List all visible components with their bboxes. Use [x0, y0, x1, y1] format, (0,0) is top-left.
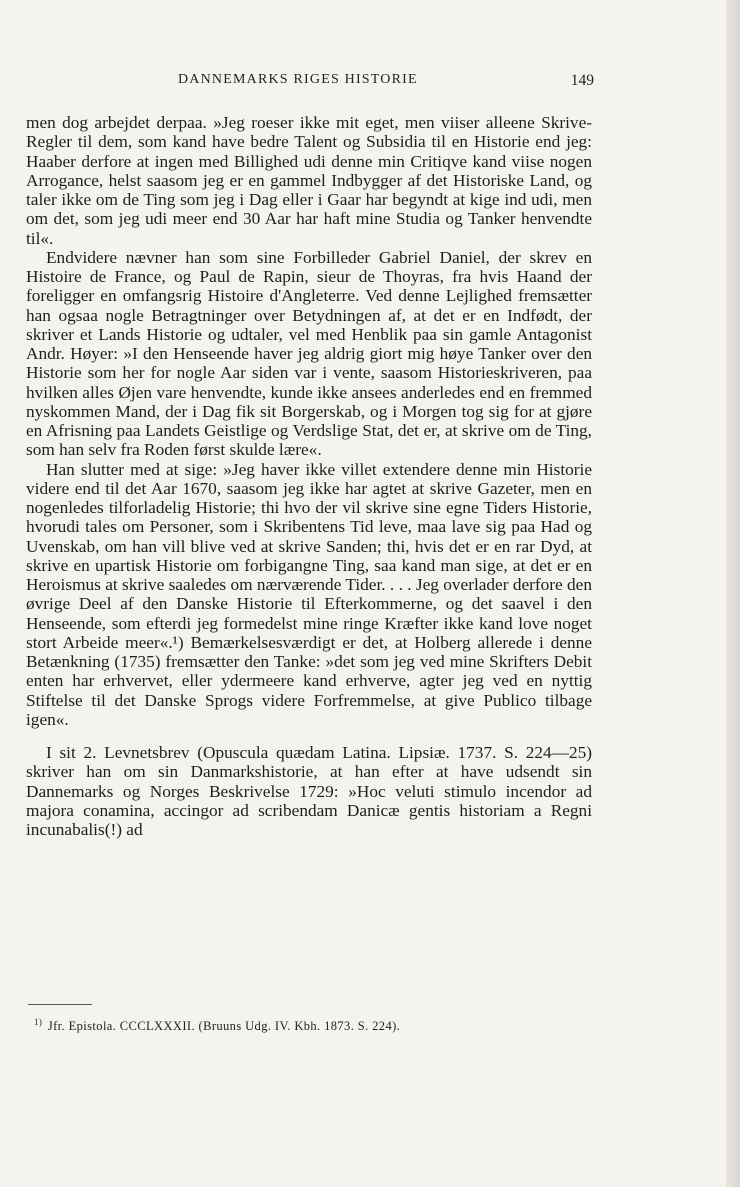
body-text	[26, 113, 592, 839]
paragraph-1: men dog arbejdet derpaa. »Jeg roeser ikke mit eget, men viiser alleene Skrive-Regler til dem, som kand have bedre Talent og Subsidia til en Historie end jeg: Haaber derfore at ingen med Billighed udi denne min Critiqve kand viise nogen Arrogance, helst saasom jeg er en gammel Indbygger af det Historiske Land, og taler ikke om de Ting som jeg i Dag eller i Gaar har begyndt at kige ind udi, men om det, som jeg udi meer end 30 Aar har haft mine Studia og Tanker henvendte til«.	[26, 113, 592, 248]
footnote-marker: 1)	[34, 1017, 43, 1027]
paragraph-gap	[26, 729, 592, 743]
page-number: 149	[570, 72, 594, 89]
paragraph-3: Han slutter med at sige: »Jeg haver ikke villet extendere denne min Historie videre end til det Aar 1670, saasom jeg ikke har agtet at skrive Gazeter, men en nogenledes tilforladelig Historie; thi hvo der vil skrive sine egne Tiders Historie, hvorudi tales om Personer, som i Skribentens Tid leve, maa lave sig paa Had og Uvenskab, om han vill blive ved at skrive Sanden; thi, hvis det er en rar Dyd, at skrive en upartisk Historie om forbigangne Ting, saa kand man sige, at det er en Heroismus at skrive saaledes om nærværende Tider. . . . Jeg overlader derfore den øvrige Deel af den Danske Historie til Efterkommerne, og det saavel i den Henseende, som efterdi jeg formedelst mine ringe Kræfter ikke kand love noget stort Arbeide meer«.¹) Bemærkelsesværdigt er det, at Holberg allerede i denne Betænkning (1735) fremsætter den Tanke: »det som jeg ved mine Skrifters Debit enten har erhvervet, eller ydermeere kand erhverve, agter jeg ved en nyttig Stiftelse til det Danske Sprogs videre Forfremmelse, at give Publico tilbage igen«.	[26, 459, 592, 729]
page-header	[94, 72, 594, 94]
footnote-text: Jfr. Epistola. CCCLXXXII. (Bruuns Udg. IV. Kbh. 1873. S. 224).	[47, 1019, 401, 1033]
footnote	[34, 1017, 594, 1034]
page-edge-shadow	[726, 0, 740, 1187]
paragraph-2: Endvidere nævner han som sine Forbilleder Gabriel Daniel, der skrev en Histoire de France, og Paul de Rapin, sieur de Thoyras, fra hvis Haand der foreligger en omfangsrig Histoire d'Angleterre. Ved denne Lejlighed fremsætter han ogsaa nogle Betragtninger over Betydningen af, at det er en Indfødt, der skriver et Lands Historie og udtaler, vel med Henblik paa sin gamle Antagonist Andr. Høyer: »I den Henseende haver jeg aldrig giort mig høye Tanker over den Historie som her for nogle Aar siden var i vente, saasom Historieskriveren, paa hvilken alles Øjen vare henvendte, kunde ikke ansees anderledes end en fremmed nyskommen Mand, der i Dag fik sit Borgerskab, og i Morgen tog sig for at gjøre en Afrisning paa Landets Geistlige og Verdslige Stat, det er, at skrive om de Ting, som han selv fra Roden først skulde lære«.	[26, 247, 592, 460]
running-title: DANNEMARKS RIGES HISTORIE	[178, 72, 418, 87]
footnote-rule	[28, 1004, 92, 1005]
paragraph-4: I sit 2. Levnetsbrev (Opuscula quædam Latina. Lipsiæ. 1737. S. 224—25) skriver han om sin Danmarkshistorie, at han efter at have udsendt sin Dannemarks og Norges Beskrivelse 1729: »Hoc veluti stimulo incendor ad majora conamina, accingor ad scribendam Danicæ gentis historiam a Regni incunabalis(!) ad	[26, 743, 592, 839]
